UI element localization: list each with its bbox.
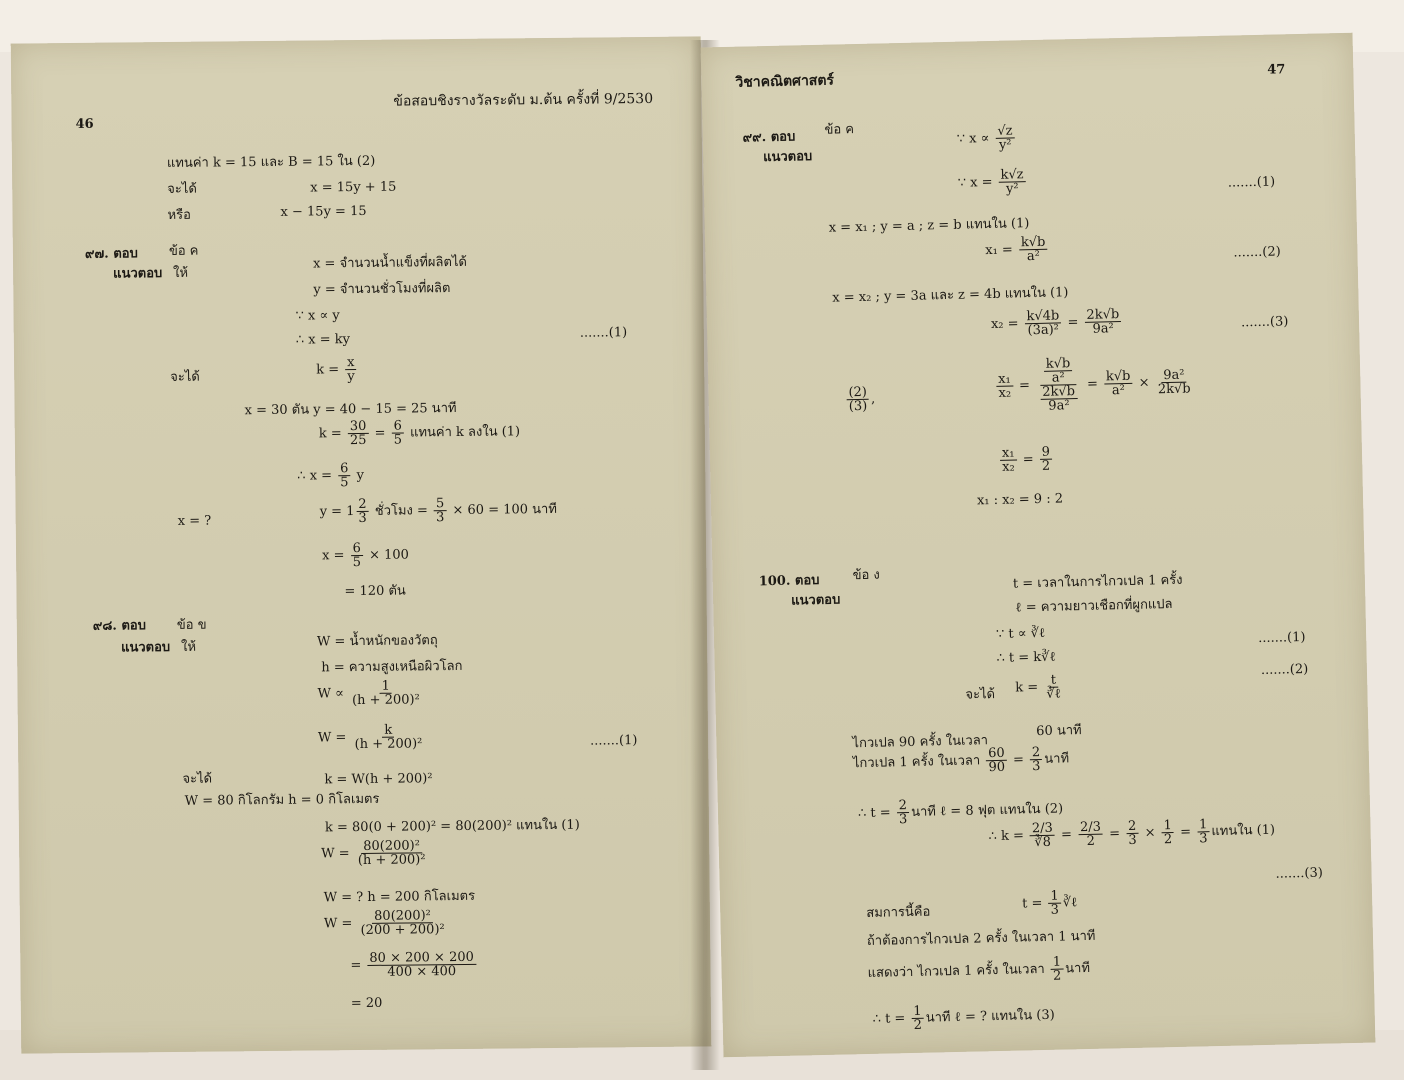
answer: ข้อ ข <box>176 617 207 633</box>
equation: ∴ t = $\frac{1}{2}$ นาที ℓ = ? แทนใน (3) <box>872 1003 1055 1033</box>
line: ∴ x = ky <box>295 332 351 348</box>
equation: $\frac{\text{x₁}}{\text{x₂}}$ = $\frac{\frac{k√b}{\text{a²}}}{\frac{2k√b}{\text{9a²}}}$ = $\frac{k√b}{\text{a²}}$ × $\frac{\text{9a²}}{2k√b}$ <box>998 356 1191 414</box>
line: = 120 ตัน <box>344 583 406 600</box>
equation: ∴ x = $\frac{6}{5}$ y <box>297 461 365 491</box>
line: W = น้ำหนักของวัตถุ <box>316 633 438 650</box>
label: จะได้ <box>167 181 197 198</box>
line: ∵ x ∝ y <box>295 308 340 324</box>
answer: ข้อ ค <box>168 243 199 259</box>
line: W = ? h = 200 กิโลเมตร <box>323 888 476 906</box>
page-number: 46 <box>75 116 94 132</box>
line: W = 80 กิโลกรัม h = 0 กิโลเมตร <box>184 791 380 809</box>
line: y = จำนวนชั่วโมงที่ผลิต <box>313 281 451 298</box>
equation-tag: .......(1) <box>1258 629 1306 647</box>
equation-tag: .......(2) <box>1260 661 1309 678</box>
equation: ∴ t = $\frac{2}{3}$ นาที ℓ = 8 ฟุต แทนใน (2) <box>857 798 1064 828</box>
line: x − 15y = 15 <box>280 203 367 220</box>
equation: y = 1 $\frac{2}{3}$ ชั่วโมง = $\frac{5}{3}$ × 60 = 100 นาที <box>319 496 557 527</box>
equation-tag: .......(1) <box>579 325 628 341</box>
equation-tag: .......(1) <box>1227 174 1276 191</box>
line: x = x₁ ; y = a ; z = b แทนใน (1) <box>828 216 1030 236</box>
equation-tag: .......(1) <box>589 733 638 749</box>
equation: $\frac{\text{x₁}}{\text{x₂}}$ = $\frac{9}{2}$ <box>1001 444 1051 475</box>
line: แทนค่า k = 15 และ B = 15 ใน (2) <box>166 153 376 172</box>
give-label: ให้ <box>173 265 189 281</box>
guide-label: แนวตอบ <box>113 266 163 282</box>
equation-tag: .......(2) <box>1233 244 1281 261</box>
answer: ข้อ ง <box>852 567 880 584</box>
line: ถ้าต้องการไกวเปล 2 ครั้ง ในเวลา 1 นาที <box>866 928 1096 949</box>
label: จะได้ <box>965 687 996 703</box>
equation: ∴ k = $\frac{2/3}{∛8}$ = $\frac{2/3}{2}$ = $\frac{2}{3}$ × $\frac{1}{2}$ = $\frac{1}{3}$ แทนใน (1) <box>988 817 1276 851</box>
equation-tag: .......(3) <box>1275 865 1324 882</box>
line: ℓ = ความยาวเชือกที่ผูกแปล <box>1015 596 1173 616</box>
label: จะได้ <box>182 771 213 787</box>
line: h = ความสูงเหนือผิวโลก <box>321 658 463 676</box>
line: ∴ t = k∛ℓ <box>996 649 1056 666</box>
equation: W ∝ $\frac{1}{\text{(h + 200)²}}$ <box>317 678 420 709</box>
page-header: ข้อสอบชิงรางวัลระดับ ม.ต้น ครั้งที่ 9/2530 <box>393 90 654 110</box>
fraction: $\frac{x}{y}$ <box>347 355 355 385</box>
page-number: 47 <box>1267 62 1286 78</box>
guide-label: แนวตอบ <box>120 640 171 656</box>
line: x = ? <box>177 513 212 529</box>
line: x = 30 ตัน y = 40 − 15 = 25 นาที <box>244 400 457 419</box>
give-label: ให้ <box>180 639 197 655</box>
equation: = $\frac{80 \times 200 \times 200}{400 \times 400}$ <box>350 949 474 980</box>
line: x = จำนวนน้ำแข็งที่ผลิตได้ <box>312 254 467 272</box>
line: x₁ : x₂ = 9 : 2 <box>976 491 1064 509</box>
question-number: 100. ตอบ <box>758 572 820 590</box>
question-number: ๙๗. ตอบ <box>84 246 138 262</box>
equation: k = $\frac{t}{\text{∛ℓ}}$ <box>1015 672 1062 702</box>
guide-label: แนวตอบ <box>791 592 841 609</box>
answer: ข้อ ค <box>824 122 855 138</box>
equation: ∵ x = $\frac{k√z}{\text{y²}}$ <box>957 167 1024 197</box>
line: t = เวลาในการไกวเปล 1 ครั้ง <box>1012 572 1183 592</box>
equation: k = $\frac{30}{25}$ = $\frac{6}{5}$ แทนค่า k ลงใน (1) <box>318 418 521 449</box>
equation: W = $\frac{k}{\text{(h + 200)²}}$ <box>317 722 423 753</box>
line: k = 80(0 + 200)² = 80(200)² แทนใน (1) <box>324 817 580 836</box>
label: จะได้ <box>170 369 200 385</box>
equation: t = $\frac{1}{3}$ ∛ℓ <box>1021 888 1078 918</box>
line: = 20 <box>350 995 383 1012</box>
line: x = 15y + 15 <box>310 179 397 196</box>
line: ∵ t ∝ ∛ℓ <box>995 625 1046 642</box>
equation: x₁ = $\frac{k√b}{\text{a²}}$ <box>985 234 1046 265</box>
equation: แสดงว่า ไกวเปล 1 ครั้ง ในเวลา $\frac{1}{2}$ นาที <box>867 954 1091 984</box>
label: สมการนี้คือ <box>866 904 931 921</box>
equation: x₂ = $\frac{k√4b}{\text{(3a)²}}$ = $\frac{2k√b}{\text{9a²}}$ <box>990 307 1120 339</box>
left-page <box>11 36 712 1053</box>
equation-tag: .......(3) <box>1240 314 1289 331</box>
line: ไกวเปล 90 ครั้ง ในเวลา <box>852 733 989 752</box>
line: 60 นาที <box>1036 723 1082 740</box>
line: x = x₂ ; y = 3a และ z = 4b แทนใน (1) <box>832 285 1069 306</box>
equation: $\frac{(2)}{(3)}$ , <box>848 384 876 415</box>
equation: ไกวเปล 1 ครั้ง ในเวลา $\frac{60}{90}$ = $\frac{2}{3}$ นาที <box>852 745 1070 776</box>
label: หรือ <box>167 207 191 224</box>
line: k = W(h + 200)² <box>324 771 433 788</box>
right-page <box>701 33 1376 1058</box>
equation: W = $\frac{\text{80(200)²}}{\text{(200 + 200)²}}$ <box>323 908 445 939</box>
equation: ∵ x ∝ $\frac{√z}{\text{y²}}$ <box>956 123 1013 153</box>
equation: W = $\frac{\text{80(200)²}}{\text{(h + 200)²}}$ <box>321 838 426 869</box>
question-number: ๙๘. ตอบ <box>92 618 147 634</box>
equation: k = $\frac{x}{y}$ <box>316 355 355 385</box>
question-number: ๙๙. ตอบ <box>742 129 796 146</box>
guide-label: แนวตอบ <box>762 149 813 166</box>
equation: x = $\frac{6}{5}$ × 100 <box>322 541 409 571</box>
page-header: วิชาคณิตศาสตร์ <box>735 72 835 91</box>
